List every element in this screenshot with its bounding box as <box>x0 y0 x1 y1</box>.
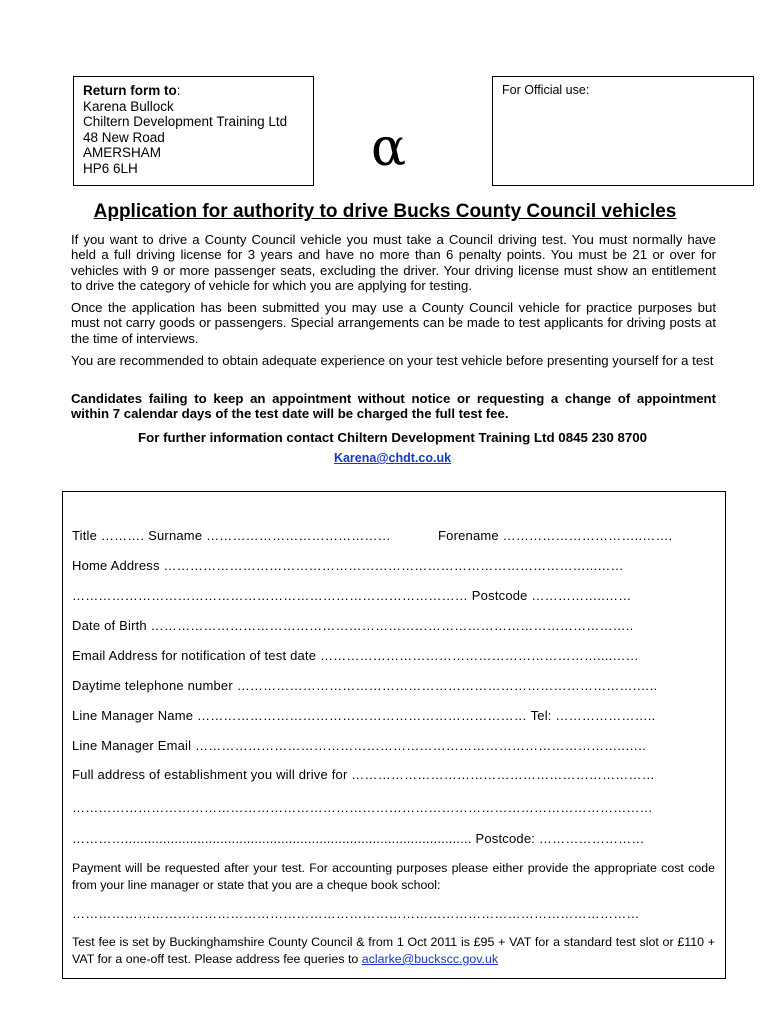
date-of-birth-field[interactable]: Date of Birth ……………………………………………………………………………………………….. <box>72 618 634 633</box>
fee-text <box>72 934 715 968</box>
home-address-field[interactable]: Home Address ……………………………………………………………………………………...…… <box>72 558 624 573</box>
notification-email-field[interactable]: Email Address for notification of test date ………………………………………………………....…… <box>72 648 639 663</box>
daytime-phone-field[interactable]: Daytime telephone number ……………………………………………………………………………….….. <box>72 678 658 693</box>
return-heading: Return form to: <box>83 83 181 98</box>
line-manager-email-field[interactable]: Line Manager Email ……………………………………………………………………………………..….. <box>72 738 646 753</box>
return-line-street: 48 New Road <box>83 129 165 145</box>
title-surname-field[interactable]: Title ………. Surname …………………………………… <box>72 528 391 543</box>
page-title: Application for authority to drive Bucks County Council vehicles <box>93 201 677 222</box>
official-use-label: For Official use: <box>502 83 590 97</box>
contact-email-link[interactable]: Karena@chdt.co.uk <box>333 451 452 465</box>
official-use-box <box>492 76 754 186</box>
practice-paragraph: Once the application has been submitted you may use a County Council vehicle for practice purposes but must not carry goods or passengers. Special arrangements can be made to test applicants for driving posts at the time of interviews. <box>71 300 716 346</box>
return-line-company: Chiltern Development Training Ltd <box>83 114 288 129</box>
return-line-town: AMERSHAM <box>83 145 162 160</box>
experience-paragraph: You are recommended to obtain adequate experience on your test vehicle before presenting yourself for a test <box>71 353 714 368</box>
return-line-name: Karena Bullock <box>83 98 174 114</box>
return-address-box <box>73 76 314 186</box>
intro-paragraph: If you want to drive a County Council vehicle you must take a Council driving test. You must normally have held a full driving license for 3 years and have no more than 6 penalty points. You must be 21 or over for vehicles with 9 or more passenger seats, excluding the driver. Your driving license must show an entitlement to drive the category of vehicle for which you are applying for testing. <box>71 232 716 293</box>
establishment-address-field[interactable]: Full address of establishment you will drive for …………………………………………………………… <box>72 767 655 782</box>
alpha-logo: α <box>371 118 407 178</box>
contact-email-row <box>0 451 770 465</box>
cost-code-field[interactable]: ………………………………………………………………………………………………………………… <box>72 906 640 921</box>
establishment-address-cont-field[interactable]: …………………………………………………………………………………………………………………… <box>72 800 653 815</box>
line-manager-name-field[interactable]: Line Manager Name ………………………………………………………………… Tel: ………………….. <box>72 708 656 723</box>
establishment-postcode-field[interactable]: …………........................................................................................... Postcode: …………………… <box>72 831 645 846</box>
payment-text: Payment will be requested after your test. For accounting purposes please either provide the appropriate cost code from your line manager or state that you are a cheque book school: <box>72 861 715 892</box>
forename-field[interactable]: Forename …………………………..……. <box>438 528 673 543</box>
fee-text-body: Test fee is set by Buckinghamshire County Council & from 1 Oct 2011 is £95 + VAT for a standard test slot or £110 + VAT for a one-off test. Please address fee queries to <box>72 935 715 966</box>
fee-query-email-link[interactable]: aclarke@buckscc.gov.uk <box>361 952 499 966</box>
return-line-postcode: HP6 6LH <box>83 160 138 176</box>
cancellation-warning: Candidates failing to keep an appointment without notice or requesting a change of appointment within 7 calendar days of the test date will be charged the full test fee. <box>71 391 716 422</box>
further-info: For further information contact Chiltern Development Training Ltd 0845 230 8700 <box>137 430 648 445</box>
address-postcode-field[interactable]: ……………………………………………………………………………… Postcode ……………..…… <box>72 588 632 603</box>
